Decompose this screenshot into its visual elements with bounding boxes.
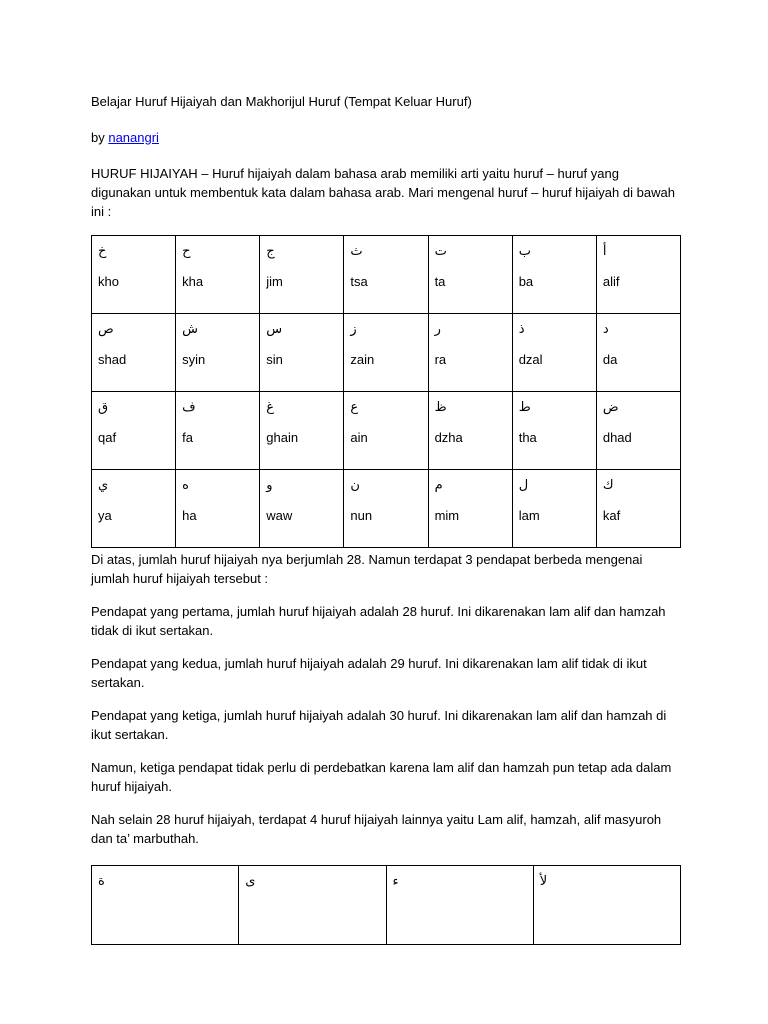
arabic-letter: ش: [182, 322, 199, 337]
letter-cell: [92, 236, 176, 314]
arabic-letter: ت: [434, 244, 447, 259]
arabic-letter: ط: [518, 400, 531, 415]
table-row: [92, 236, 681, 314]
arabic-letter: ز: [350, 322, 357, 337]
letter-cell: [92, 470, 176, 548]
arabic-letter: ج: [266, 244, 275, 259]
letter-name: ain: [350, 430, 368, 445]
arabic-letter: ب: [518, 244, 531, 259]
letter-cell: [344, 470, 428, 548]
letter-cell: [176, 314, 260, 392]
letter-name: dhad: [602, 430, 632, 445]
body-paragraph: Di atas, jumlah huruf hijaiyah nya berjumlah 28. Namun terdapat 3 pendapat berbeda mengenai jumlah huruf hijaiyah tersebut :: [91, 552, 643, 586]
arabic-letter: ه: [182, 478, 189, 493]
body-paragraph: Pendapat yang pertama, jumlah huruf hijaiyah adalah 28 huruf. Ini dikarenakan lam alif dan hamzah tidak di ikut sertakan.: [91, 604, 666, 638]
arabic-letter: ذ: [518, 322, 525, 337]
letter-name: mim: [434, 508, 460, 523]
table-row: [92, 314, 681, 392]
letter-name: tsa: [350, 274, 368, 289]
arabic-letter: ع: [350, 400, 359, 415]
letter-cell: [260, 392, 344, 470]
letter-cell: [260, 236, 344, 314]
arabic-letter: ث: [350, 244, 363, 259]
letter-name: kha: [182, 274, 204, 289]
body-paragraphs: [91, 550, 681, 848]
arabic-letter: أ: [602, 244, 607, 259]
arabic-letter: و: [266, 478, 273, 493]
arabic-letter: ك: [602, 478, 614, 493]
letter-name: nun: [350, 508, 373, 523]
letter-name: lam: [518, 508, 540, 523]
arabic-letter: ء: [392, 874, 399, 889]
letter-cell: [176, 392, 260, 470]
letter-name: syin: [182, 352, 206, 367]
extra-letter-cell: [386, 866, 533, 945]
letter-name: kho: [98, 274, 119, 289]
letter-cell: [92, 392, 176, 470]
letter-name: dzal: [518, 352, 543, 367]
arabic-letter: ح: [182, 244, 191, 259]
letter-cell: [344, 314, 428, 392]
letter-name: da: [602, 352, 618, 367]
letter-name: ra: [434, 352, 447, 367]
letter-cell: [344, 392, 428, 470]
arabic-letter: ى: [245, 874, 256, 889]
letter-name: waw: [266, 508, 293, 523]
body-paragraph: Namun, ketiga pendapat tidak perlu di perdebatkan karena lam alif dan hamzah pun tetap ada dalam huruf hijaiyah.: [91, 760, 672, 794]
body-paragraph: Nah selain 28 huruf hijaiyah, terdapat 4 huruf hijaiyah lainnya yaitu Lam alif, hamzah, alif masyuroh dan ta’ marbuthah.: [91, 812, 662, 846]
arabic-letter: لأ: [539, 874, 548, 889]
arabic-letter: ص: [98, 322, 114, 337]
letter-name: sin: [266, 352, 283, 367]
letter-name: ghain: [266, 430, 299, 445]
body-paragraph: Pendapat yang kedua, jumlah huruf hijaiyah adalah 29 huruf. Ini dikarenakan lam alif tidak di ikut sertakan.: [91, 656, 647, 690]
document-page: [91, 92, 681, 945]
arabic-letter: ل: [518, 478, 529, 493]
letter-cell: [512, 392, 596, 470]
extra-letter-cell: [533, 866, 680, 945]
letter-cell: [428, 470, 512, 548]
arabic-letter: غ: [266, 400, 275, 415]
letter-name: ya: [98, 508, 112, 523]
body-paragraph: Pendapat yang ketiga, jumlah huruf hijaiyah adalah 30 huruf. Ini dikarenakan lam alif dan hamzah di ikut sertakan.: [91, 708, 667, 742]
letter-name: ba: [518, 274, 534, 289]
intro-paragraph: HURUF HIJAIYAH – Huruf hijaiyah dalam bahasa arab memiliki arti yaitu huruf – huruf yang digunakan untuk membentuk kata dalam bahasa arab. Mari mengenal huruf – huruf hijaiyah di bawah ini :: [91, 166, 675, 219]
arabic-letter: ق: [98, 400, 109, 415]
extra-letter-cell: [92, 866, 239, 945]
arabic-letter: ظ: [434, 400, 447, 415]
letter-cell: [428, 236, 512, 314]
letter-cell: [596, 392, 680, 470]
letter-name: kaf: [602, 508, 621, 523]
letter-name: alif: [602, 274, 620, 289]
by-label: by: [91, 130, 109, 145]
letter-name: ha: [182, 508, 197, 523]
arabic-letter: د: [602, 322, 609, 337]
byline: [91, 128, 681, 147]
arabic-letter: ف: [182, 400, 196, 415]
letter-cell: [596, 314, 680, 392]
arabic-letter: ي: [98, 478, 109, 493]
letter-name: qaf: [98, 430, 117, 445]
letter-name: dzha: [434, 430, 463, 445]
letter-cell: [260, 470, 344, 548]
arabic-letter: س: [266, 322, 283, 337]
arabic-letter: م: [434, 478, 443, 493]
letter-name: shad: [98, 352, 127, 367]
extra-letters-table: [91, 865, 681, 945]
letter-cell: [596, 236, 680, 314]
hijaiyah-table: [91, 235, 681, 548]
letter-name: fa: [182, 430, 193, 445]
arabic-letter: خ: [98, 244, 107, 259]
extra-letter-cell: [239, 866, 386, 945]
letter-name: jim: [266, 274, 283, 289]
letter-cell: [176, 470, 260, 548]
letter-cell: [428, 314, 512, 392]
letter-cell: [512, 236, 596, 314]
letter-cell: [92, 314, 176, 392]
letter-cell: [512, 470, 596, 548]
letter-cell: [260, 314, 344, 392]
arabic-letter: ة: [98, 874, 105, 889]
table-row: [92, 392, 681, 470]
letter-cell: [176, 236, 260, 314]
arabic-letter: ر: [434, 322, 441, 337]
letter-cell: [596, 470, 680, 548]
letter-name: tha: [518, 430, 537, 445]
letter-name: zain: [350, 352, 375, 367]
document-title: Belajar Huruf Hijaiyah dan Makhorijul Huruf (Tempat Keluar Huruf): [91, 94, 472, 109]
author-link[interactable]: nanangri: [108, 130, 159, 145]
arabic-letter: ض: [602, 400, 619, 415]
letter-cell: [512, 314, 596, 392]
table-row: [92, 470, 681, 548]
letter-cell: [344, 236, 428, 314]
letter-name: ta: [434, 274, 446, 289]
letter-cell: [428, 392, 512, 470]
arabic-letter: ن: [350, 478, 360, 493]
